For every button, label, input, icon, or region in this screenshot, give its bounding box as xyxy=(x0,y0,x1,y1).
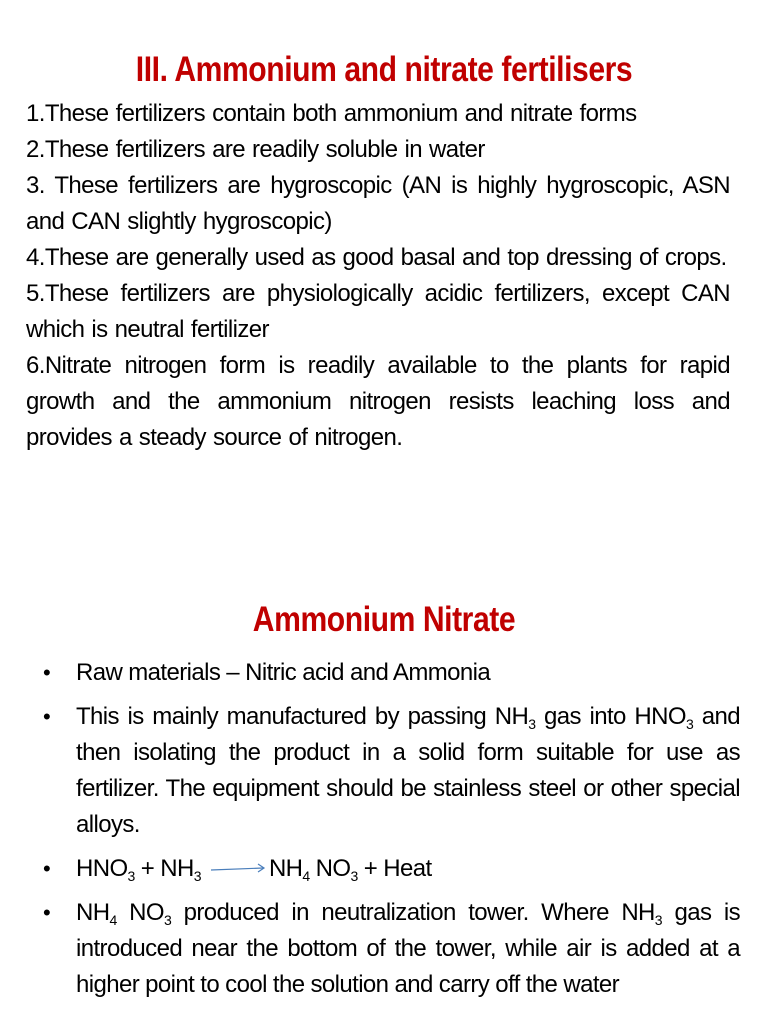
text-segment: + Heat xyxy=(357,855,432,882)
reaction-arrow-icon xyxy=(209,860,269,880)
bullet-icon: • xyxy=(43,704,51,729)
subscript: 3 xyxy=(193,868,201,884)
text-segment: NO xyxy=(309,855,351,882)
text-segment: + NH xyxy=(134,855,194,882)
subscript: 4 xyxy=(109,912,117,928)
bullet-icon: • xyxy=(43,856,51,881)
ammonium-nitrate-bullets xyxy=(0,655,768,1011)
text-segment: NH xyxy=(76,899,110,926)
subscript: 3 xyxy=(163,912,172,928)
section-title-fertilisers: III. Ammonium and nitrate fertilisers xyxy=(135,50,633,89)
subscript: 3 xyxy=(654,912,662,928)
bullet-icon: • xyxy=(43,660,51,685)
text-segment: NO xyxy=(116,899,164,926)
bullet-text: Raw materials – Nitric acid and Ammonia xyxy=(76,659,491,686)
point-2: 2.These fertilizers are readily soluble in water xyxy=(26,136,485,163)
text-segment: This is mainly manufactured by passing NH xyxy=(76,703,529,730)
subscript: 3 xyxy=(685,716,694,732)
point-1: 1.These fertilizers contain both ammonium and nitrate forms xyxy=(26,100,637,127)
bullet-reaction-equation xyxy=(0,851,768,887)
text-segment: HNO xyxy=(76,855,128,882)
bullet-manufacture xyxy=(0,699,768,843)
text-segment: NH xyxy=(268,855,303,882)
point-5: 5.These fertilizers are physiologically acidic fertilizers, except CAN which is neutral fertilizer xyxy=(26,280,730,343)
bullet-icon: • xyxy=(43,900,51,925)
fertiliser-points xyxy=(26,96,730,456)
section-title-ammonium-nitrate: Ammonium Nitrate xyxy=(252,600,516,639)
point-4: 4.These are generally used as good basal and top dressing of crops. xyxy=(26,244,727,271)
bullet-raw-materials xyxy=(0,655,768,691)
subscript: 3 xyxy=(127,868,135,884)
subscript: 3 xyxy=(528,716,536,732)
text-segment: produced in neutralization tower. Where NH xyxy=(171,899,655,926)
point-3: 3. These fertilizers are hygroscopic (AN is highly hygroscopic, ASN and CAN slightly hygroscopic) xyxy=(26,172,730,235)
bullet-neutralization xyxy=(0,895,768,1003)
subscript: 3 xyxy=(350,868,358,884)
text-segment: gas is introduced near the bottom of the tower, while air is added at a higher point to cool the solution and carry off the water xyxy=(76,899,740,998)
subscript: 4 xyxy=(302,868,310,884)
text-segment: and then isolating the product in a solid form suitable for use as fertilizer. The equipment should be stainless steel or other special alloys. xyxy=(76,703,741,838)
text-segment: gas into HNO xyxy=(535,703,686,730)
point-6: 6.Nitrate nitrogen form is readily available to the plants for rapid growth and the ammonium nitrogen resists leaching loss and provides a steady source of nitrogen. xyxy=(26,352,730,451)
